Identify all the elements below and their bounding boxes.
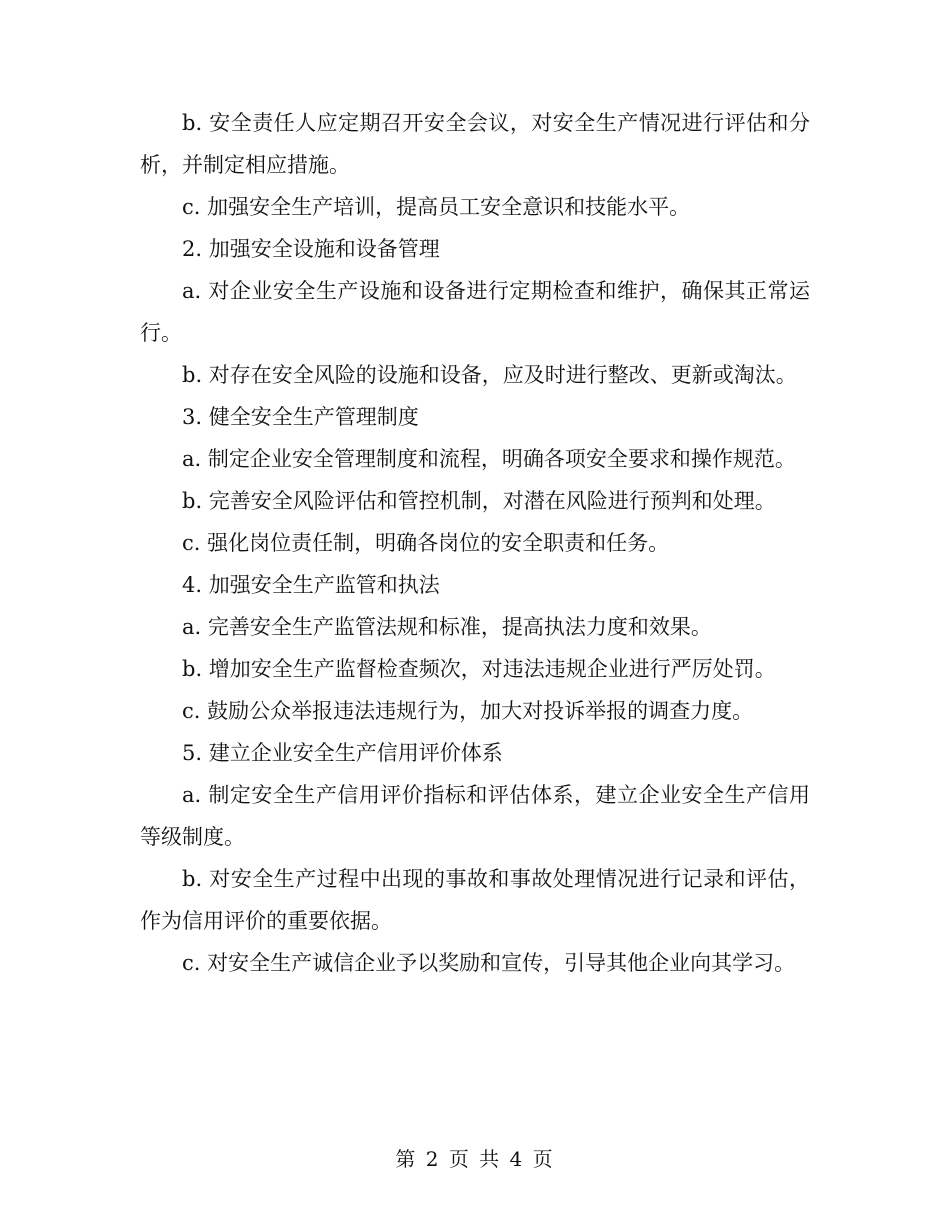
paragraph-2: c. 加强安全生产培训，提高员工安全意识和技能水平。	[182, 195, 691, 219]
paragraph-9: b. 增加安全生产监督检查频次，对违法违规企业进行严厉处罚。	[182, 657, 776, 681]
paragraph-1: b. 安全责任人应定期召开安全会议，对安全生产情况进行评估和分析，并制定相应措施。	[140, 111, 810, 177]
paragraph-13: c. 对安全生产诚信企业予以奖励和宣传，引导其他企业向其学习。	[182, 951, 796, 975]
page-number: 第 2 页 共 4 页	[395, 1147, 555, 1171]
paragraph-11: a. 制定安全生产信用评价指标和评估体系，建立企业安全生产信用等级制度。	[140, 783, 810, 849]
paragraph-6: b. 完善安全风险评估和管控机制，对潜在风险进行预判和处理。	[182, 489, 776, 513]
paragraph-12: b. 对安全生产过程中出现的事故和事故处理情况进行记录和评估，作为信用评价的重要依据。	[140, 867, 810, 933]
paragraph-5: a. 制定企业安全管理制度和流程，明确各项安全要求和操作规范。	[182, 447, 796, 471]
section-heading-5: 5. 建立企业安全生产信用评价体系	[182, 741, 503, 765]
paragraph-8: a. 完善安全生产监管法规和标准，提高执法力度和效果。	[182, 615, 712, 639]
section-heading-3: 3. 健全安全生产管理制度	[182, 405, 419, 429]
paragraph-3: a. 对企业安全生产设施和设备进行定期检查和维护，确保其正常运行。	[140, 279, 810, 345]
document-body	[140, 102, 810, 984]
paragraph-7: c. 强化岗位责任制，明确各岗位的安全职责和任务。	[182, 531, 670, 555]
section-heading-2: 2. 加强安全设施和设备管理	[182, 237, 440, 261]
section-heading-4: 4. 加强安全生产监管和执法	[182, 573, 440, 597]
paragraph-10: c. 鼓励公众举报违法违规行为，加大对投诉举报的调查力度。	[182, 699, 754, 723]
paragraph-4: b. 对存在安全风险的设施和设备，应及时进行整改、更新或淘汰。	[182, 363, 797, 387]
